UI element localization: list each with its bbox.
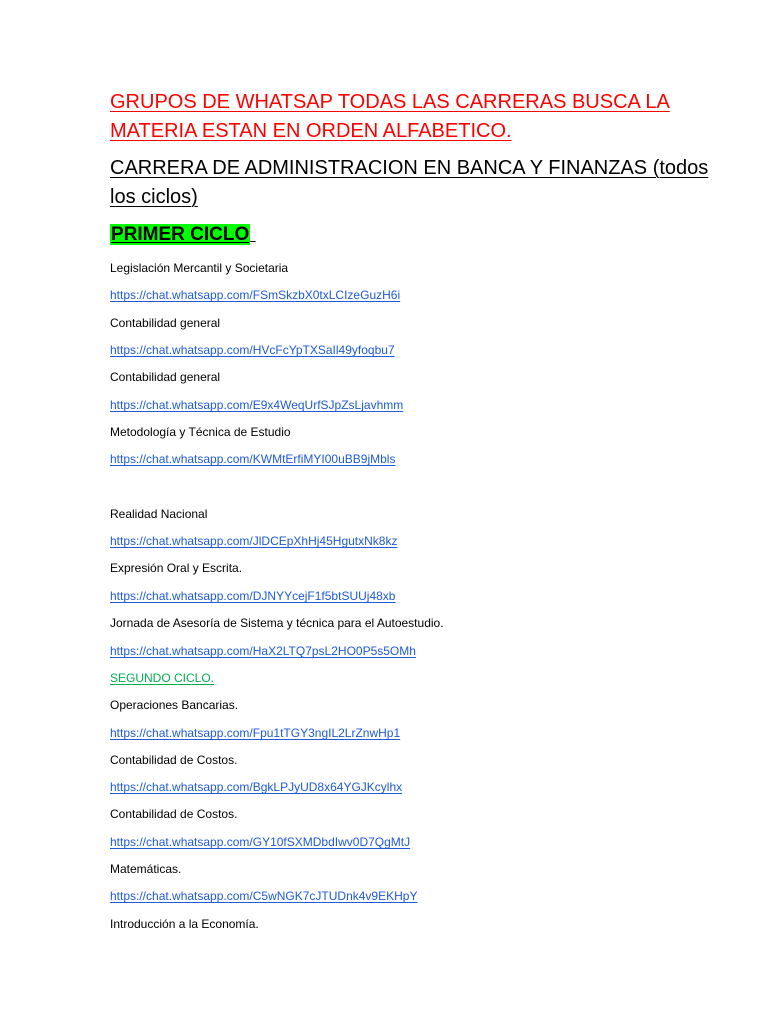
- whatsapp-link[interactable]: https://chat.whatsapp.com/C5wNGK7cJTUDnk4v9EKHpY: [110, 889, 418, 903]
- main-title: GRUPOS DE WHATSAP TODAS LAS CARRERAS BUSCA LA MATERIA ESTAN EN ORDEN ALFABETICO.: [110, 91, 670, 142]
- whatsapp-link[interactable]: https://chat.whatsapp.com/JlDCEpXhHj45HgutxNk8kz: [110, 534, 398, 548]
- whatsapp-link[interactable]: https://chat.whatsapp.com/BgkLPJyUD8x64YGJKcylhx: [110, 780, 403, 794]
- segundo-ciclo-heading: SEGUNDO CICLO.: [110, 671, 215, 685]
- subject-label: Introducción a la Economía.: [110, 917, 259, 931]
- whatsapp-link[interactable]: https://chat.whatsapp.com/HaX2LTQ7psL2HO0P5s5OMh: [110, 644, 416, 658]
- subject-label: Realidad Nacional: [110, 507, 208, 521]
- whatsapp-link[interactable]: https://chat.whatsapp.com/GY10fSXMDbdIwv0D7QgMtJ: [110, 835, 411, 849]
- career-title: CARRERA DE ADMINISTRACION EN BANCA Y FINANZAS (todos los ciclos): [110, 157, 709, 208]
- subject-label: Expresión Oral y Escrita.: [110, 561, 243, 575]
- subject-label: Matemáticas.: [110, 862, 182, 876]
- whatsapp-link[interactable]: https://chat.whatsapp.com/HVcFcYpTXSaIl49yfoqbu7: [110, 343, 395, 357]
- primer-ciclo-heading: [110, 222, 256, 248]
- subject-label: Operaciones Bancarias.: [110, 698, 239, 712]
- subject-label: Jornada de Asesoría de Sistema y técnica para el Autoestudio.: [110, 616, 444, 630]
- subject-label: Contabilidad de Costos.: [110, 753, 238, 767]
- whatsapp-link[interactable]: https://chat.whatsapp.com/KWMtErfiMYI00uBB9jMbls: [110, 452, 396, 466]
- whatsapp-link[interactable]: https://chat.whatsapp.com/DJNYYcejF1f5btSUUj48xb: [110, 589, 396, 603]
- whatsapp-link[interactable]: https://chat.whatsapp.com/E9x4WeqUrfSJpZsLjavhmm: [110, 398, 404, 412]
- whatsapp-link[interactable]: https://chat.whatsapp.com/FSmSkzbX0txLCIzeGuzH6i: [110, 288, 401, 302]
- subject-label: Contabilidad de Costos.: [110, 807, 238, 821]
- subject-label: Contabilidad general: [110, 370, 221, 384]
- whatsapp-link[interactable]: https://chat.whatsapp.com/Fpu1tTGY3ngIL2LrZnwHp1: [110, 726, 401, 740]
- primer-ciclo-label: PRIMER CICLO: [111, 224, 250, 245]
- subject-label: Contabilidad general: [110, 316, 221, 330]
- subject-label: Legislación Mercantil y Societaria: [110, 261, 289, 275]
- subject-label: Metodología y Técnica de Estudio: [110, 425, 291, 439]
